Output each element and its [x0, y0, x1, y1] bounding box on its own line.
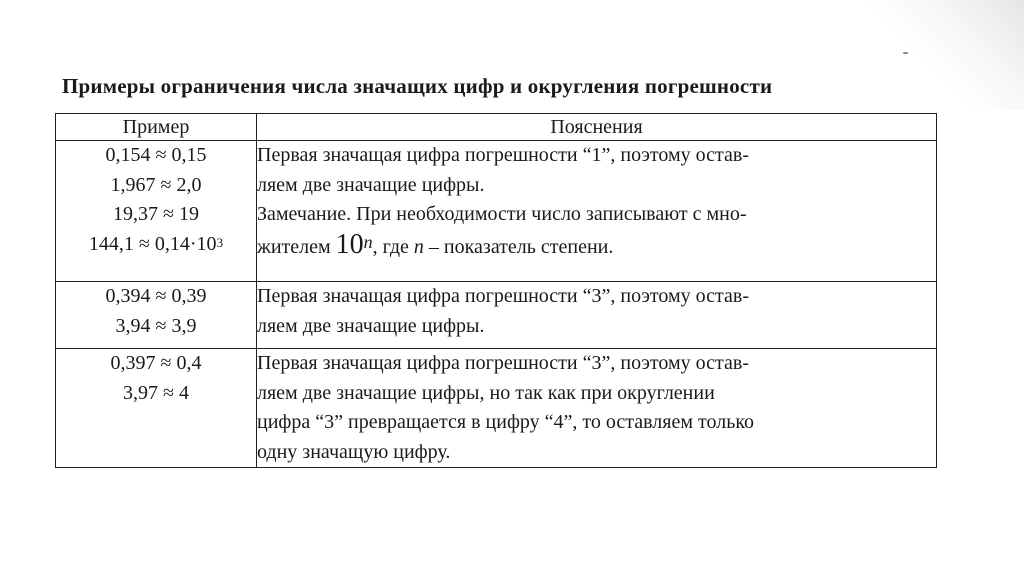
example-line: 3,97 ≈ 4: [123, 381, 189, 404]
example-cell: [56, 282, 257, 349]
explanation-text: – показатель степени.: [423, 235, 614, 258]
table-header-row: [56, 114, 937, 141]
example-exponent: 3: [216, 234, 224, 250]
example-line: 0,154 ≈ 0,15: [105, 144, 207, 166]
example-cell: [56, 141, 257, 282]
explanation-line: цифра “3” превращается в цифру “4”, то оставляем только: [257, 411, 755, 433]
explanation-line: Первая значащая цифра погрешности “3”, поэтому остав-: [257, 285, 749, 307]
example-line: 0,397 ≈ 0,4: [110, 352, 202, 374]
example-cell: [56, 349, 257, 468]
table-row: [56, 141, 937, 282]
explanation-cell: [257, 282, 937, 349]
explanation-cell: [257, 349, 937, 468]
rounding-examples-table: [55, 113, 937, 468]
decorative-mark: [903, 52, 908, 54]
explanation-text: , где: [372, 235, 414, 258]
explanation-text: жителем: [257, 235, 336, 258]
explanation-line: ляем две значащие цифры.: [257, 314, 485, 337]
explanation-line-with-formula: [257, 230, 936, 263]
header-explanation: Пояснения: [257, 114, 937, 141]
formula-base: 10: [335, 228, 364, 260]
example-line: 3,94 ≈ 3,9: [115, 314, 197, 337]
example-line: 0,394 ≈ 0,39: [105, 285, 207, 307]
example-text: 144,1 ≈ 0,14·10: [88, 232, 217, 255]
explanation-line: одну значащую цифру.: [257, 440, 451, 463]
explanation-line: Первая значащая цифра погрешности “1”, поэтому остав-: [257, 144, 749, 166]
formula-exponent: n: [363, 231, 373, 252]
explanation-line: Первая значащая цифра погрешности “3”, поэтому остав-: [257, 352, 749, 374]
explanation-cell: [257, 141, 937, 282]
page-title: Примеры ограничения числа значащих цифр и округления погрешности: [62, 74, 773, 98]
example-line: 1,967 ≈ 2,0: [110, 173, 202, 196]
example-line: 19,37 ≈ 19: [113, 203, 199, 225]
explanation-line: ляем две значащие цифры.: [257, 173, 485, 196]
explanation-line: ляем две значащие цифры, но так как при округлении: [257, 381, 715, 404]
table-row: [56, 349, 937, 468]
header-example: Пример: [56, 114, 257, 141]
formula-variable: n: [413, 235, 424, 258]
table-row: [56, 282, 937, 349]
explanation-line: Замечание. При необходимости число записывают с мно-: [257, 203, 747, 225]
example-line-with-power: [56, 230, 256, 260]
